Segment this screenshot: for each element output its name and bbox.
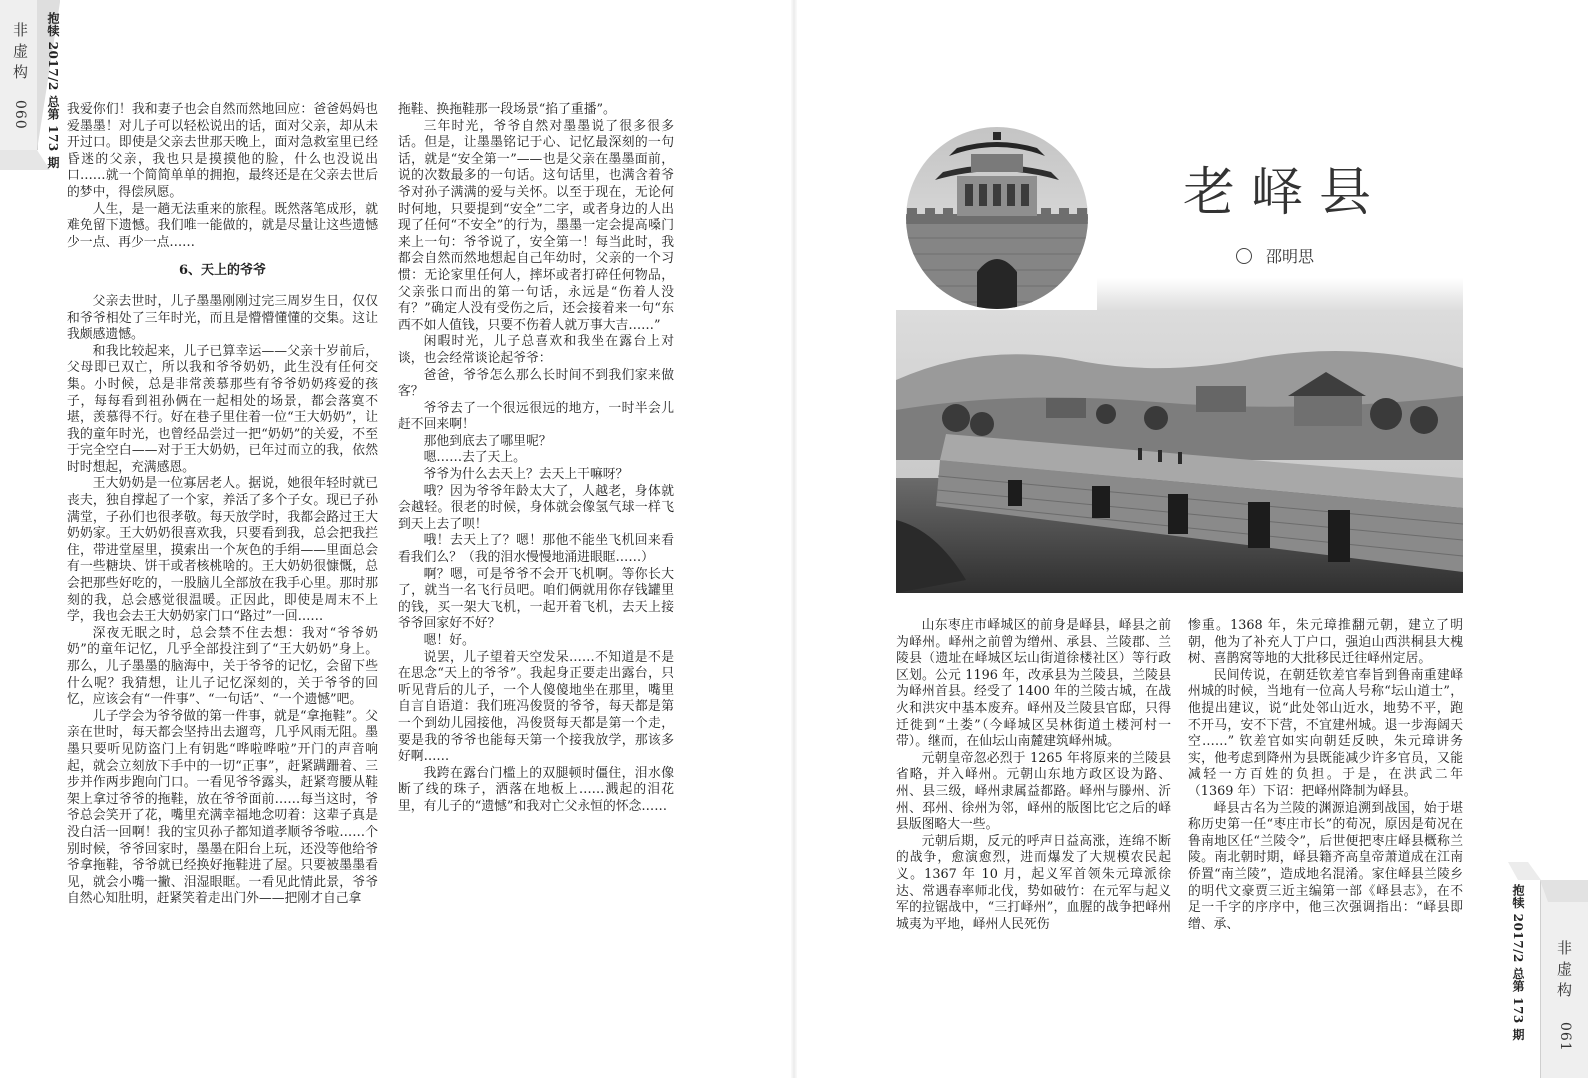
right-section-label: 非虚构 <box>1555 940 1573 1003</box>
paragraph: 拖鞋、换拖鞋那一段场景“掐了重播”。 <box>398 102 616 117</box>
right-column-1 <box>896 618 1171 933</box>
circle-bullet-icon <box>1236 248 1252 264</box>
left-section-label: 非虚构 <box>11 22 29 85</box>
paragraph: 山东枣庄市峄城区的前身是峄县，峄县之前为峄州。峄州之前曾为缯州、承县、兰陵郡、兰陵县（遗址在峄城区坛山街道徐楼社区）等行政区划。公元 1196 年，改承县为兰陵县，兰陵县为峄州首县。经受了 1400 年的兰陵古城，在战火和洪灾中基本废弃。峄州及兰陵县官邸，只得迁徙到“土娄”（今峄城区吴林街道土楼河村一带）。继而，在仙坛山南麓建筑峄州城。 <box>896 618 1171 750</box>
article-title: 老峄县 <box>1183 163 1388 223</box>
paragraph: 爷爷去了一个很远很远的地方，一时半会儿赶不回来啊！ <box>398 400 674 433</box>
photo-fade-band <box>1097 278 1463 314</box>
paragraph: 深夜无眠之时，总会禁不住去想：我对“爷爷奶奶”的童年记忆，几乎全部投注到了“王大奶奶”身上。那么，儿子墨墨的脑海中，关于爷爷的记忆，会留下些什么呢？我猜想，让儿子记忆深刻的，关于爷爷的回忆，应该会有“一件事”、“一句话”、“一个遗憾”吧。 <box>67 625 378 708</box>
paragraph: 啊？嗯，可是爷爷不会开飞机啊。等你长大了，就当一名飞行员吧。咱们俩就用你存钱罐里的钱，买一架大飞机，一起开着飞机，去天上接爷爷回家好不好？ <box>398 566 674 632</box>
paragraph: 那他到底去了哪里呢？ <box>423 433 552 449</box>
paragraph: 父亲去世时，儿子墨墨刚刚过完三周岁生日，仅仅和爷爷相处了三年时光，而且是懵懵懂懂的交集。这让我颇感遗憾。 <box>67 293 378 343</box>
gate-tower-photo <box>905 126 1089 310</box>
paragraph: 峄县古名为兰陵的渊源追溯到战国，始于堪称历史第一任“枣庄市长”的荀况，原因是荀况在鲁南地区任“兰陵令”，后世便把枣庄峄县概称兰陵。南北朝时期，峄县籍齐高皇帝萧道成在江南侨置“南兰陵”，造成地名混淆。家住峄县兰陵乡的明代文豪贾三近主编第一部《峄县志》，在不足一千字的序序中，他三次强调指出：“峄县即缯、承、 <box>1188 800 1463 932</box>
section-heading: 6、天上的爷爷 <box>178 263 267 279</box>
author-line <box>1236 244 1314 267</box>
paragraph: 惨重。1368 年，朱元璋推翻元朝，建立了明朝，他为了补充人丁户口，强迫山西洪桐县大槐树、喜鹊窝等地的大批移民迁往峄州定居。 <box>1188 618 1463 667</box>
paragraph: 儿子学会为爷爷做的第一件事，就是“拿拖鞋”。父亲在世时，每天都会坚持出去遛弯，几乎风雨无阻。墨墨只要听见防盗门上有钥匙“哗啦哗啦”开门的声音响起，就会立刻放下手中的一切“正事”，赶紧蹒跚着、三步并作两步跑向门口。一看见爷爷露头，赶紧弯腰从鞋架上拿过爷爷的拖鞋，放在爷爷面前……每当这时，爷爷总会笑开了花，嘴里充满幸福地念叨着：这辈子真是没白活一回啊！我的宝贝孙子都知道孝顺爷爷啦……个别时候，爷爷回家时，墨墨在阳台上玩，还没等他给爷爷拿拖鞋，爷爷就已经换好拖鞋进了屋。只要被墨墨看见，就会小嘴一撇、泪湿眼眶。一看见此情此景，爷爷自然心知肚明，赶紧笑着走出门外——把刚才自己拿 <box>67 708 378 907</box>
left-column-2 <box>398 102 674 816</box>
paragraph: 爷爷为什么去天上？去天上干嘛呀？ <box>423 467 629 483</box>
paragraph: 说罢，儿子望着天空发呆……不知道是不是在思念“天上的爷爷”。我起身正要走出露台，只听见背后的儿子，一个人傻傻地坐在那里，嘴里自言自语道：我们班冯俊贤的爷爷，每天都是第一个到幼儿园接他，冯俊贤每天都是第一个走，要是我的爷爷也能每天第一个接我放学，那该多好啊…… <box>398 649 674 765</box>
paragraph: 我爱你们！我和妻子也会自然而然地回应：爸爸妈妈也爱墨墨！对儿子可以轻松说出的话，面对父亲，却从未开过口。即使是父亲去世那天晚上，面对急救室里已经昏迷的父亲，我也只是摸摸他的脸，什么也没说出口……就一个简简单单的拥抱，最终还是在父亲去世后的梦中，得偿夙愿。 <box>67 102 378 200</box>
right-page-number: 061 <box>1557 1022 1573 1052</box>
paragraph: 人生，是一趟无法重来的旅程。既然落笔成形，就难免留下遗憾。我们唯一能做的，就是尽量让这些遗憾少一点、再少一点…… <box>67 201 378 250</box>
paragraph: 王大奶奶是一位寡居老人。据说，她很年轻时就已丧夫，独自撑起了一个家，养活了多个子女。现已子孙满堂，子孙们也很孝敬。每天放学时，我都会路过王大奶奶家。王大奶奶很喜欢我，只要看到我，总会把我拦住，带进堂屋里，摸索出一个灰色的手绢——里面总会有一些糖块、饼干或者核桃啥的。王大奶奶很慷慨，总会把那些好吃的，一股脑儿全部放在我手心里。那时那刻的我，总会感觉很温暖。正因此，即使是周末不上学，我也会去王大奶奶家门口“路过”一回…… <box>67 476 378 625</box>
paragraph: 元朝后期，反元的呼声日益高涨，连绵不断的战争，愈演愈烈，进而爆发了大规模农民起义。1367 年 10 月，起义军首领朱元璋派徐达、常遇春率师北伐，势如破竹：在元军与起义军的拉锯战中，“三打峄州”，血腥的战争把峄州城夷为平地，峄州人民死伤 <box>896 833 1171 932</box>
paragraph: 我跨在露台门槛上的双腿顿时僵住，泪水像断了线的珠子，洒落在地板上……溅起的泪花里，有儿子的“遗憾”和我对亡父永恒的怀念…… <box>398 765 674 814</box>
paragraph: 三年时光，爷爷自然对墨墨说了很多很多话。但是，让墨墨铭记于心、记忆最深刻的一句话，就是“安全第一”——也是父亲在墨墨面前，说的次数最多的一句话。这句话里，也满含着爷爷对孙子满满的爱与关怀。以至于现在，无论何时何地，只要提到“安全”二字，或者身边的人出现了任何“不安全”的行为，墨墨一定会提高嗓门来上一句：爷爷说了，安全第一！每当此时，我都会自然而然地想起自己年幼时，父亲的一个习惯：无论家里任何人，摔坏或者打碎任何物品，父亲张口而出的第一句话，永远是“伤着人没有？”确定人没有受伤之后，还会接着来一句“东西不如人值钱，只要不伤着人就万事大吉……” <box>398 118 674 333</box>
left-magazine-info: 抱犊 2017/2 总第 173 期 <box>46 12 60 169</box>
paragraph: 爸爸，爷爷怎么那么长时间不到我们家来做客？ <box>398 367 674 400</box>
right-magazine-info: 抱犊 2017/2 总第 173 期 <box>1511 884 1525 1041</box>
paragraph: 哦！去天上了？嗯！那他不能坐飞机回来看看我们么？（我的泪水慢慢地涌进眼眶……） <box>398 533 674 566</box>
paragraph: 嗯！好。 <box>423 633 475 648</box>
paragraph: 哦？因为爷爷年龄太大了，人越老，身体就会越轻。很老的时候，身体就会像氢气球一样飞到天上去了呗！ <box>398 483 674 532</box>
page-gutter <box>791 0 797 1078</box>
paragraph: 元朝皇帝忽必烈于 1265 年将原来的兰陵县省略，并入峄州。元朝山东地方政区设为路、州、县三级，峄州隶属益都路。峄州与滕州、沂州、邳州、徐州为邻，峄州的版图比它之后的峄县版图略大一些。 <box>896 750 1171 833</box>
author-name: 邵明思 <box>1266 247 1315 266</box>
stone-bridge-photo <box>896 310 1463 593</box>
paragraph: 闲暇时光，儿子总喜欢和我坐在露台上对谈，也会经常谈论起爷爷： <box>398 334 674 366</box>
right-corner-decoration <box>1508 862 1588 902</box>
paragraph: 民间传说，在朝廷钦差官奉旨到鲁南重建峄州城的时候，当地有一位高人号称“坛山道士”，他提出建议，说“此处邻山近水，地势不平，跑不开马，安不下营，不宜建州城。退一步海阔天空……” 钦差官如实向朝廷反映，朱元璋讲务实，他考虑到降州为县既能减少许多官员，又能减轻一方百姓的负担。于是，在洪武二年（1369 年）下诏：把峄州降制为峄县。 <box>1188 667 1463 799</box>
paragraph: 嗯……去了天上。 <box>423 450 526 466</box>
paragraph: 和我比较起来，儿子已算幸运——父亲十岁前后，父母即已双亡，所以我和爷爷奶奶，此生没有任何交集。小时候，总是非常羡慕那些有爷爷奶奶疼爱的孩子，每每看到祖孙俩在一起相处的场景，都会落寞不堪，羡慕得不行。好在巷子里住着一位“王大奶奶”，让我的童年时光，也曾经品尝过一把“奶奶”的关爱，不至于完全空白——对于王大奶奶，已年过而立的我，依然时时想起，充满感恩。 <box>67 343 378 475</box>
left-page-number: 060 <box>12 100 28 130</box>
right-column-2 <box>1188 618 1463 933</box>
left-column-1 <box>67 102 378 908</box>
